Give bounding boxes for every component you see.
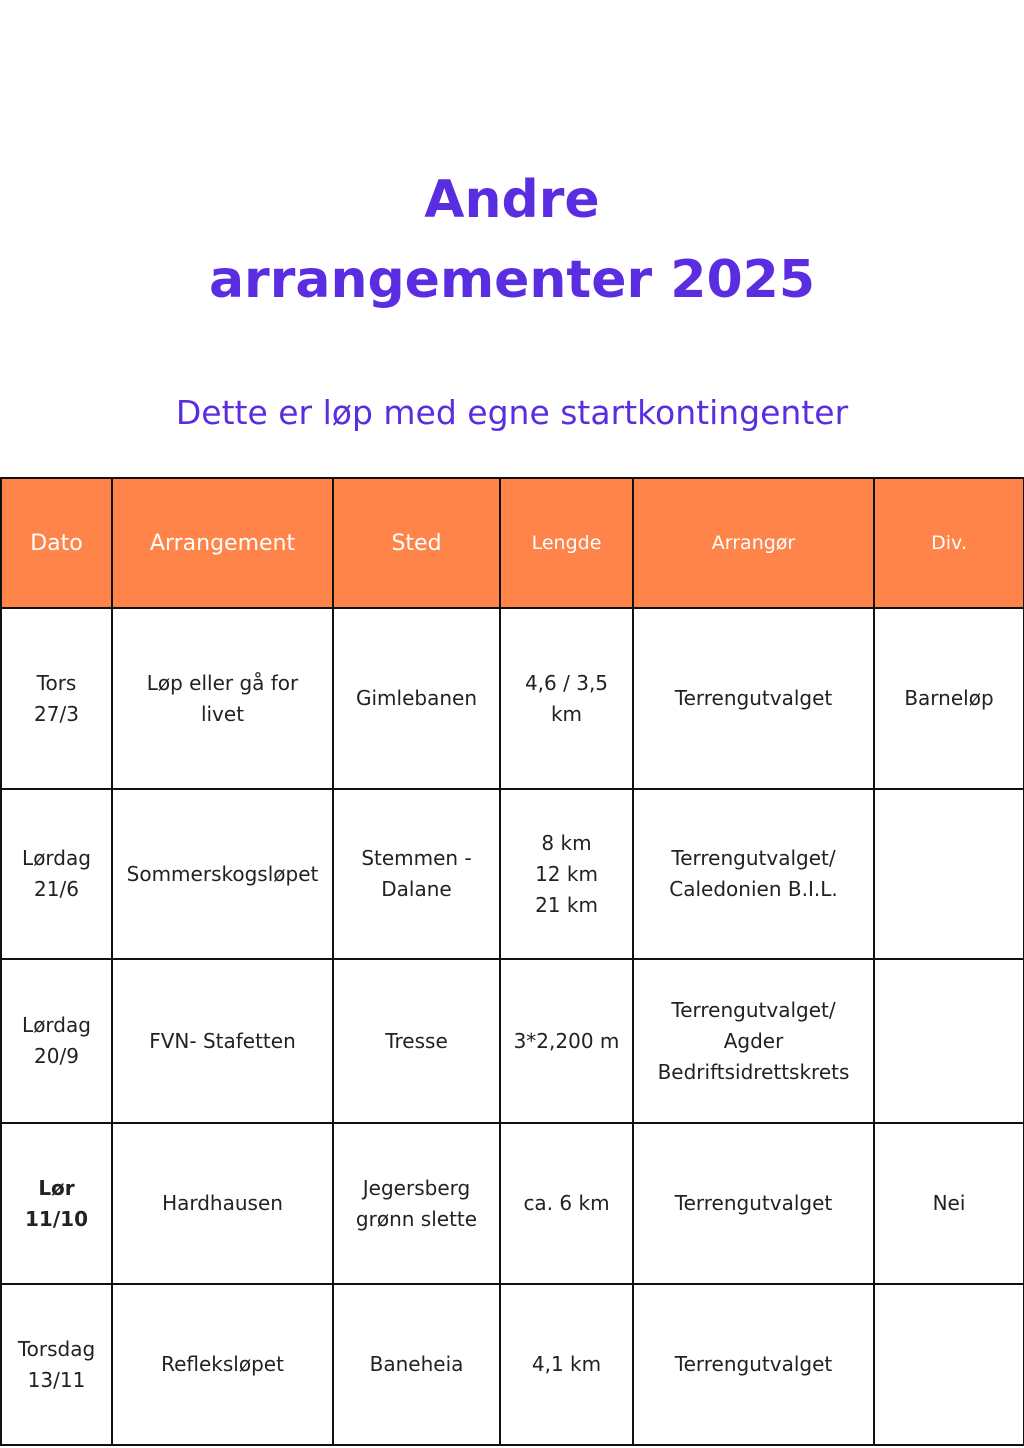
cell-sted: Baneheia	[333, 1284, 500, 1445]
cell-arrangement: FVN- Stafetten	[112, 959, 333, 1123]
page-title	[0, 160, 1024, 320]
cell-lengde: 4,1 km	[500, 1284, 633, 1445]
cell-sted: Stemmen - Dalane	[333, 789, 500, 959]
cell-lengde: 3*2,200 m	[500, 959, 633, 1123]
table-row	[1, 959, 1024, 1123]
column-header-arrangement: Arrangement	[112, 478, 333, 608]
cell-sted: Tresse	[333, 959, 500, 1123]
cell-dato: Lør 11/10	[1, 1123, 112, 1284]
cell-lengde: ca. 6 km	[500, 1123, 633, 1284]
cell-lengde: 4,6 / 3,5 km	[500, 608, 633, 789]
table-row	[1, 608, 1024, 789]
column-header-dato: Dato	[1, 478, 112, 608]
cell-arrangement: Løp eller gå for livet	[112, 608, 333, 789]
column-header-div: Div.	[874, 478, 1024, 608]
cell-dato: Lørdag 20/9	[1, 959, 112, 1123]
events-table	[0, 477, 1024, 1446]
cell-lengde: 8 km 12 km 21 km	[500, 789, 633, 959]
cell-dato: Lørdag 21/6	[1, 789, 112, 959]
cell-arrangor: Terrengutvalget	[633, 608, 874, 789]
cell-arrangor: Terrengutvalget	[633, 1284, 874, 1445]
table-row	[1, 1284, 1024, 1445]
cell-arrangement: Sommerskogsløpet	[112, 789, 333, 959]
cell-div	[874, 1284, 1024, 1445]
column-header-lengde: Lengde	[500, 478, 633, 608]
cell-div	[874, 789, 1024, 959]
cell-arrangement: Refleksløpet	[112, 1284, 333, 1445]
cell-dato: Tors 27/3	[1, 608, 112, 789]
cell-dato: Torsdag 13/11	[1, 1284, 112, 1445]
page-title-line-2: arrangementer 2025	[208, 250, 816, 310]
table-row	[1, 1123, 1024, 1284]
cell-div	[874, 959, 1024, 1123]
cell-div: Barneløp	[874, 608, 1024, 789]
page-title-line-1: Andre	[424, 170, 600, 230]
column-header-arrangor: Arrangør	[633, 478, 874, 608]
cell-sted: Gimlebanen	[333, 608, 500, 789]
cell-arrangor: Terrengutvalget/ Agder Bedriftsidrettskrets	[633, 959, 874, 1123]
cell-arrangor: Terrengutvalget/ Caledonien B.I.L.	[633, 789, 874, 959]
cell-arrangement: Hardhausen	[112, 1123, 333, 1284]
table-header-row	[1, 478, 1024, 608]
table-row	[1, 789, 1024, 959]
column-header-sted: Sted	[333, 478, 500, 608]
cell-div: Nei	[874, 1123, 1024, 1284]
cell-arrangor: Terrengutvalget	[633, 1123, 874, 1284]
cell-sted: Jegersberg grønn slette	[333, 1123, 500, 1284]
page-subtitle: Dette er løp med egne startkontingenter	[175, 393, 849, 432]
